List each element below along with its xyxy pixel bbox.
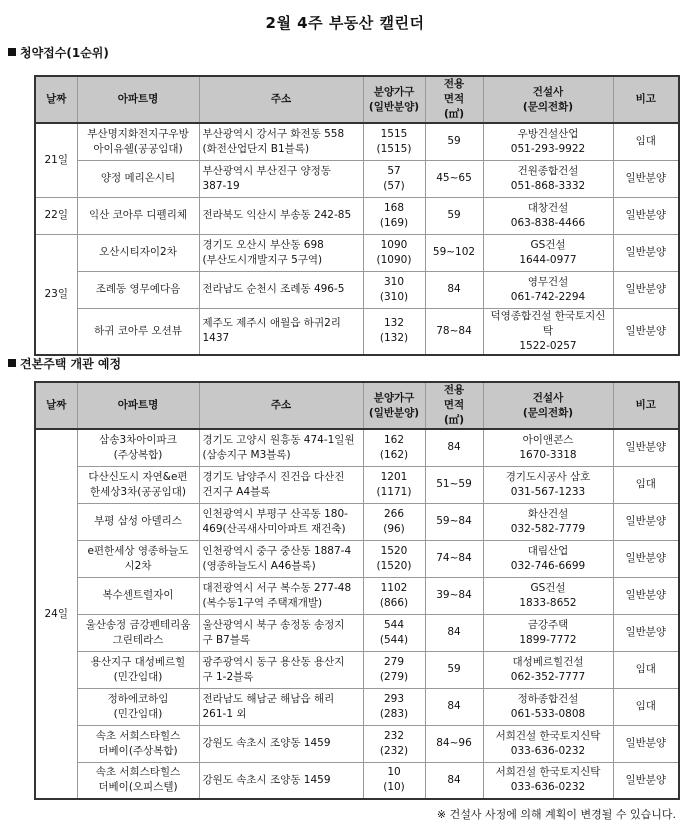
address-cell: 경기도 오산시 부산동 698 (부산도시개발지구 5구역)	[199, 234, 363, 271]
builder-cell: GS건설 1644-0977	[483, 234, 613, 271]
address-cell: 제주도 제주시 애월읍 하귀2리 1437	[199, 308, 363, 355]
apartment-name-cell: 익산 코아루 디펠리체	[77, 197, 199, 234]
builder-cell: 아이앤콘스 1670-3318	[483, 429, 613, 466]
note-cell: 일반분양	[613, 540, 679, 577]
table-row	[35, 234, 679, 271]
table-row	[35, 466, 679, 503]
table-row	[35, 614, 679, 651]
note-cell: 일반분양	[613, 160, 679, 197]
section-heading-model-house	[8, 355, 121, 372]
note-cell: 일반분양	[613, 577, 679, 614]
builder-cell: 우방건설산업 051-293-9922	[483, 123, 613, 160]
address-cell: 전라북도 익산시 부송동 242-85	[199, 197, 363, 234]
area-cell: 51~59	[425, 466, 483, 503]
note-cell: 일반분양	[613, 308, 679, 355]
units-cell: 162 (162)	[363, 429, 425, 466]
address-cell: 강원도 속초시 조양동 1459	[199, 762, 363, 799]
address-cell: 경기도 남양주시 진건읍 다산진 건지구 A4블록	[199, 466, 363, 503]
table-header-row	[35, 382, 679, 429]
area-cell: 84	[425, 614, 483, 651]
units-cell: 266 (96)	[363, 503, 425, 540]
builder-cell: 대림산업 032-746-6699	[483, 540, 613, 577]
address-cell: 강원도 속초시 조양동 1459	[199, 725, 363, 762]
note-cell: 일반분양	[613, 614, 679, 651]
area-cell: 59	[425, 651, 483, 688]
note-cell: 일반분양	[613, 271, 679, 308]
header-note: 비고	[613, 382, 679, 429]
note-cell: 임대	[613, 466, 679, 503]
date-cell: 22일	[35, 197, 77, 234]
builder-cell: 서희건설 한국토지신탁 033-636-0232	[483, 762, 613, 799]
header-name: 아파트명	[77, 76, 199, 123]
builder-cell: 영무건설 061-742-2294	[483, 271, 613, 308]
units-cell: 544 (544)	[363, 614, 425, 651]
area-cell: 39~84	[425, 577, 483, 614]
units-cell: 1102 (866)	[363, 577, 425, 614]
section-label: 청약접수(1순위)	[20, 46, 109, 60]
address-cell: 대전광역시 서구 복수동 277-48 (복수동1구역 주택재개발)	[199, 577, 363, 614]
note-cell: 임대	[613, 123, 679, 160]
bullet-square-icon	[8, 359, 16, 367]
header-address: 주소	[199, 76, 363, 123]
table-row	[35, 577, 679, 614]
note-cell: 일반분양	[613, 503, 679, 540]
builder-cell: 경기도시공사 삼호 031-567-1233	[483, 466, 613, 503]
area-cell: 59	[425, 197, 483, 234]
date-cell: 21일	[35, 123, 77, 197]
apartment-name-cell: 속초 서희스타힐스 더베이(오피스텔)	[77, 762, 199, 799]
page-title: 2월 4주 부동산 캘린더	[265, 14, 425, 32]
section-label: 견본주택 개관 예정	[20, 357, 122, 371]
date-cell: 24일	[35, 429, 77, 799]
builder-cell: 덕영종합건설 한국토지신탁 1522-0257	[483, 308, 613, 355]
apartment-name-cell: 부평 삼성 아델리스	[77, 503, 199, 540]
units-cell: 168 (169)	[363, 197, 425, 234]
address-cell: 전라남도 순천시 조례동 496-5	[199, 271, 363, 308]
table-row	[35, 540, 679, 577]
apartment-name-cell: e편한세상 영종하늘도 시2차	[77, 540, 199, 577]
apartment-name-cell: 오산시티자이2차	[77, 234, 199, 271]
area-cell: 59~84	[425, 503, 483, 540]
header-date: 날짜	[35, 76, 77, 123]
units-cell: 10 (10)	[363, 762, 425, 799]
address-cell: 부산광역시 부산진구 양정동 387-19	[199, 160, 363, 197]
area-cell: 59	[425, 123, 483, 160]
table-row	[35, 160, 679, 197]
note-cell: 일반분양	[613, 762, 679, 799]
area-cell: 84	[425, 429, 483, 466]
builder-cell: 건원종합건설 051-868-3332	[483, 160, 613, 197]
units-cell: 132 (132)	[363, 308, 425, 355]
note-cell: 일반분양	[613, 234, 679, 271]
header-address: 주소	[199, 382, 363, 429]
area-cell: 84	[425, 688, 483, 725]
units-cell: 293 (283)	[363, 688, 425, 725]
address-cell: 전라남도 해남군 해남읍 해리 261-1 외	[199, 688, 363, 725]
note-cell: 일반분양	[613, 429, 679, 466]
address-cell: 광주광역시 동구 용산동 용산지 구 1-2블록	[199, 651, 363, 688]
header-builder: 건설사 (문의전화)	[483, 76, 613, 123]
units-cell: 1515 (1515)	[363, 123, 425, 160]
units-cell: 310 (310)	[363, 271, 425, 308]
builder-cell: 정하종합건설 061-533-0808	[483, 688, 613, 725]
model-house-table	[34, 381, 680, 800]
builder-cell: 금강주택 1899-7772	[483, 614, 613, 651]
area-cell: 84	[425, 762, 483, 799]
note-cell: 일반분양	[613, 197, 679, 234]
area-cell: 84~96	[425, 725, 483, 762]
area-cell: 74~84	[425, 540, 483, 577]
address-cell: 인천광역시 부평구 산곡동 180- 469(산곡새사미아파트 재건축)	[199, 503, 363, 540]
units-cell: 279 (279)	[363, 651, 425, 688]
apartment-name-cell: 조례동 영무예다음	[77, 271, 199, 308]
table-row	[35, 271, 679, 308]
section-heading-subscription	[8, 44, 109, 61]
table-row	[35, 429, 679, 466]
header-units: 분양가구 (일반분양)	[363, 76, 425, 123]
apartment-name-cell: 복수센트럴자이	[77, 577, 199, 614]
units-cell: 1520 (1520)	[363, 540, 425, 577]
table-row	[35, 688, 679, 725]
area-cell: 59~102	[425, 234, 483, 271]
apartment-name-cell: 하귀 코아루 오션뷰	[77, 308, 199, 355]
address-cell: 울산광역시 북구 송정동 송정지 구 B7블록	[199, 614, 363, 651]
builder-cell: GS건설 1833-8652	[483, 577, 613, 614]
header-builder: 건설사 (문의전화)	[483, 382, 613, 429]
table-row	[35, 651, 679, 688]
table-row	[35, 725, 679, 762]
note-cell: 임대	[613, 651, 679, 688]
table-row	[35, 197, 679, 234]
subscription-table	[34, 75, 680, 356]
note-cell: 임대	[613, 688, 679, 725]
builder-cell: 서희건설 한국토지신탁 033-636-0232	[483, 725, 613, 762]
apartment-name-cell: 용산지구 대성베르힐 (민간임대)	[77, 651, 199, 688]
apartment-name-cell: 울산송정 금강펜테리움 그린테라스	[77, 614, 199, 651]
note-cell: 일반분양	[613, 725, 679, 762]
table-row	[35, 762, 679, 799]
apartment-name-cell: 양정 메리온시티	[77, 160, 199, 197]
header-area: 전용 면적 (㎡)	[425, 76, 483, 123]
builder-cell: 대창건설 063-838-4466	[483, 197, 613, 234]
builder-cell: 화산건설 032-582-7779	[483, 503, 613, 540]
units-cell: 232 (232)	[363, 725, 425, 762]
date-cell: 23일	[35, 234, 77, 355]
address-cell: 부산광역시 강서구 화전동 558 (화전산업단지 B1블록)	[199, 123, 363, 160]
apartment-name-cell: 삼송3차아이파크 (주상복합)	[77, 429, 199, 466]
apartment-name-cell: 속초 서희스타힐스 더베이(주상복합)	[77, 725, 199, 762]
table-row	[35, 123, 679, 160]
header-note: 비고	[613, 76, 679, 123]
table-header-row	[35, 76, 679, 123]
table-row	[35, 308, 679, 355]
units-cell: 1090 (1090)	[363, 234, 425, 271]
builder-cell: 대성베르힐건설 062-352-7777	[483, 651, 613, 688]
units-cell: 57 (57)	[363, 160, 425, 197]
apartment-name-cell: 다산신도시 자연&e편 한세상3차(공공임대)	[77, 466, 199, 503]
area-cell: 45~65	[425, 160, 483, 197]
header-units: 분양가구 (일반분양)	[363, 382, 425, 429]
header-name: 아파트명	[77, 382, 199, 429]
apartment-name-cell: 정하에코하임 (민간임대)	[77, 688, 199, 725]
address-cell: 경기도 고양시 원흥동 474-1일원 (삼송지구 M3블록)	[199, 429, 363, 466]
header-area: 전용 면적 (㎡)	[425, 382, 483, 429]
area-cell: 78~84	[425, 308, 483, 355]
area-cell: 84	[425, 271, 483, 308]
units-cell: 1201 (1171)	[363, 466, 425, 503]
bullet-square-icon	[8, 48, 16, 56]
apartment-name-cell: 부산명지화전지구우방 아이유쉘(공공임대)	[77, 123, 199, 160]
table-row	[35, 503, 679, 540]
header-date: 날짜	[35, 382, 77, 429]
footnote: ※ 건설사 사정에 의해 계획이 변경될 수 있습니다.	[436, 808, 676, 821]
address-cell: 인천광역시 중구 중산동 1887-4 (영종하늘도시 A46블록)	[199, 540, 363, 577]
